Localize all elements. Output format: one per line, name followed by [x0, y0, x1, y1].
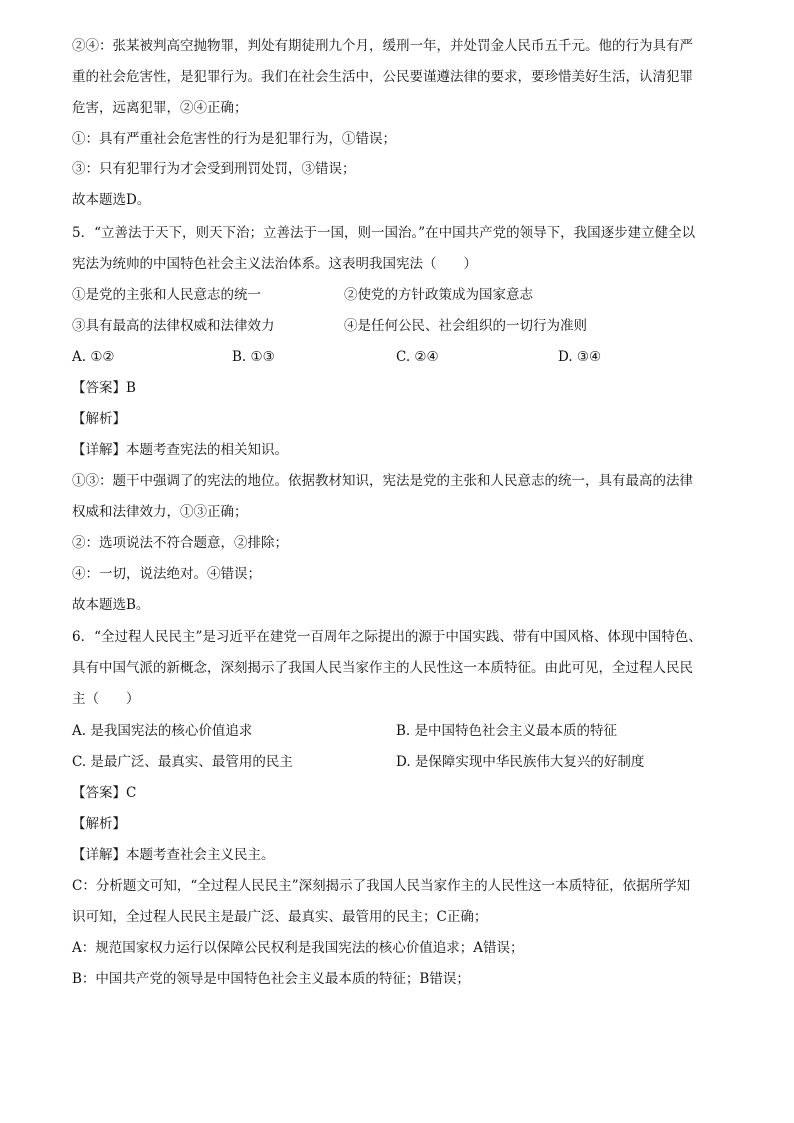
q6-stem-line: 6．“全过程人民民主”是习近平在建党一百周年之际提出的源于中国实践、带有中国风格、体现中国特色、 [72, 629, 702, 645]
q6-explanation-line: C：分析题文可知，“全过程人民民主”深刻揭示了我国人民当家作主的人民性这一本质特征，依据所学知 [72, 878, 691, 894]
q5-explanation-line: ④：一切，说法绝对。④错误； [72, 566, 261, 582]
q4-explanation-line: ③：只有犯罪行为才会受到刑罚处罚，③错误； [72, 161, 356, 177]
q4-explanation-line: 重的社会危害性，是犯罪行为。我们在社会生活中，公民要谨遵法律的要求，要珍惜美好生活，认清犯罪 [72, 69, 693, 85]
q6-explanation-line: A：规范国家权力运行以保障公民权利是我国宪法的核心价值追求；A错误； [72, 940, 524, 956]
q6-answer: 【答案】C [72, 785, 137, 801]
q4-explanation-line: 危害，远离犯罪，②④正确； [72, 100, 248, 116]
q5-detail-heading: 【详解】本题考查宪法的相关知识。 [72, 442, 288, 458]
q6-option-b: B. 是中国特色社会主义最本质的特征 [396, 723, 618, 739]
q6-explanation-line: B：中国共产党的领导是中国特色社会主义最本质的特征；B错误； [72, 971, 470, 987]
q6-option-d: D. 是保障实现中华民族伟大复兴的好制度 [396, 754, 645, 770]
q6-explanation-line: 识可知，全过程人民民主是最广泛、最真实、最管用的民主；C正确； [72, 909, 488, 925]
q5-option-c: C. ②④ [396, 349, 439, 365]
q5-answer: 【答案】B [72, 380, 136, 396]
q5-analysis-label: 【解析】 [72, 411, 126, 427]
q5-explanation-line: ①③：题干中强调了的宪法的地位。依据教材知识，宪法是党的主张和人民意志的统一，具有最高的法律 [72, 473, 693, 489]
q6-detail-heading: 【详解】本题考查社会主义民主。 [72, 847, 275, 863]
q5-conclusion: 故本题选B。 [72, 597, 150, 613]
q5-option-a: A. ①② [72, 349, 115, 365]
q6-analysis-label: 【解析】 [72, 816, 126, 832]
q5-statement-2: ②使党的方针政策成为国家意志 [344, 287, 533, 303]
q6-stem-line: 主（ ） [72, 691, 140, 707]
q5-statement-3: ③具有最高的法律权威和法律效力 [72, 318, 275, 334]
q4-explanation-line: ②④：张某被判高空抛物罪，判处有期徒刑九个月，缓刑一年，并处罚金人民币五千元。他的行为具有严 [72, 38, 693, 54]
q5-statement-4: ④是任何公民、社会组织的一切行为准则 [344, 318, 587, 334]
q5-option-d: D. ③④ [558, 349, 602, 365]
q5-explanation-line: 权威和法律效力，①③正确； [72, 504, 248, 520]
q5-explanation-line: ②：选项说法不符合题意，②排除； [72, 535, 288, 551]
q5-stem-line: 5．“立善法于天下，则天下治；立善法于一国，则一国治。”在中国共产党的领导下，我国逐步建立健全以 [72, 225, 696, 241]
q6-stem-line: 具有中国气派的新概念，深刻揭示了我国人民当家作主的人民性这一本质特征。由此可见，全过程人民民 [72, 660, 693, 676]
q5-option-b: B. ①③ [232, 349, 275, 365]
q6-option-c: C. 是最广泛、最真实、最管用的民主 [72, 754, 293, 770]
q4-explanation-line: ①：具有严重社会危害性的行为是犯罪行为，①错误； [72, 131, 396, 147]
q6-option-a: A. 是我国宪法的核心价值追求 [72, 723, 253, 739]
q4-conclusion: 故本题选D。 [72, 192, 151, 208]
q5-statement-1: ①是党的主张和人民意志的统一 [72, 287, 261, 303]
q5-stem-line: 宪法为统帅的中国特色社会主义法治体系。这表明我国宪法（ ） [72, 256, 477, 272]
